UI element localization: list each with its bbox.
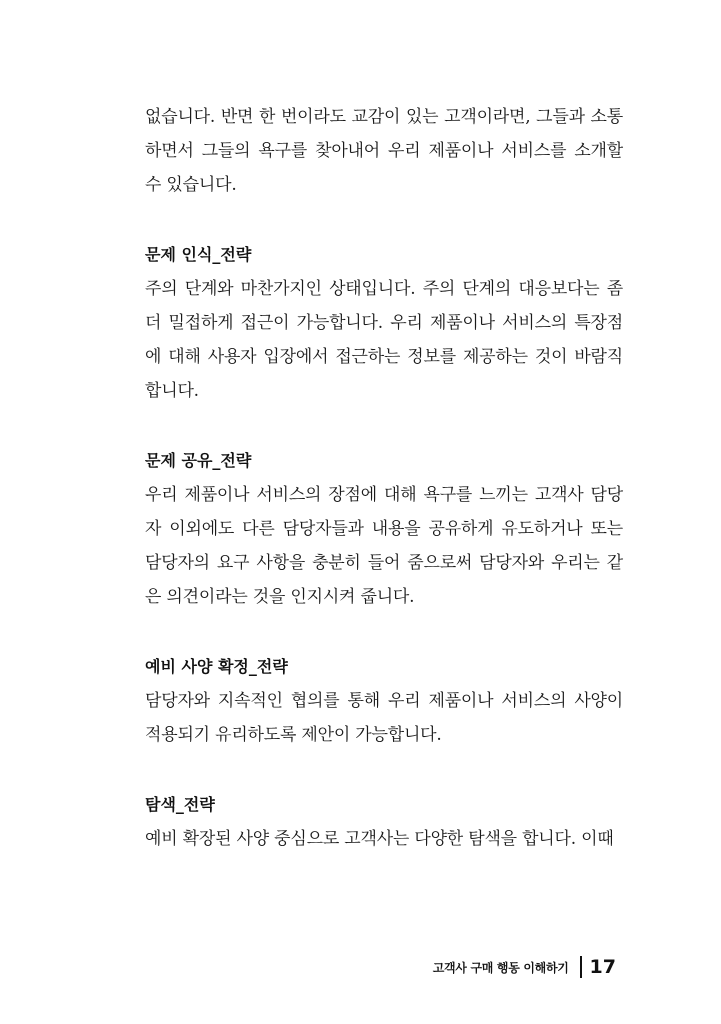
section-text-exploration: 예비 확장된 사양 중심으로 고객사는 다양한 탐색을 합니다. 이때 — [145, 829, 614, 849]
page-content — [145, 100, 623, 856]
section-heading-preliminary-spec: 예비 사양 확정_전략 — [145, 657, 288, 676]
footer-book-title: 고객사 구매 행동 이해하기 — [432, 960, 569, 975]
section-heading-problem-sharing: 문제 공유_전략 — [145, 451, 252, 470]
section-gap — [145, 202, 623, 238]
section-gap — [145, 752, 623, 788]
section-heading-problem-recognition: 문제 인식_전략 — [145, 245, 252, 264]
section-gap — [145, 614, 623, 650]
section-heading-exploration: 탐색_전략 — [145, 795, 215, 814]
section-text-problem-sharing: 우리 제품이나 서비스의 장점에 대해 욕구를 느끼는 고객사 담당자 이외에도 다른 담당자들과 내용을 공유하게 유도하거나 또는 담당자의 요구 사항을 충분히 들어 줌으로써 담당자와 우리는 같은 의견이라는 것을 인지시켜 줍니다. — [145, 485, 623, 607]
page-number: 17 — [589, 956, 616, 978]
section-gap — [145, 408, 623, 444]
section-text-problem-recognition: 주의 단계와 마찬가지인 상태입니다. 주의 단계의 대응보다는 좀 더 밀접하게 접근이 가능합니다. 우리 제품이나 서비스의 특장점에 대해 사용자 입장에서 접근하는 정보를 제공하는 것이 바람직합니다. — [145, 279, 623, 401]
section-text-preliminary-spec: 담당자와 지속적인 협의를 통해 우리 제품이나 서비스의 사양이 적용되기 유리하도록 제안이 가능합니다. — [145, 691, 623, 745]
page-footer — [433, 954, 616, 980]
intro-paragraph: 없습니다. 반면 한 번이라도 교감이 있는 고객이라면, 그들과 소통하면서 그들의 욕구를 찾아내어 우리 제품이나 서비스를 소개할 수 있습니다. — [145, 107, 623, 195]
footer-divider — [580, 956, 582, 978]
